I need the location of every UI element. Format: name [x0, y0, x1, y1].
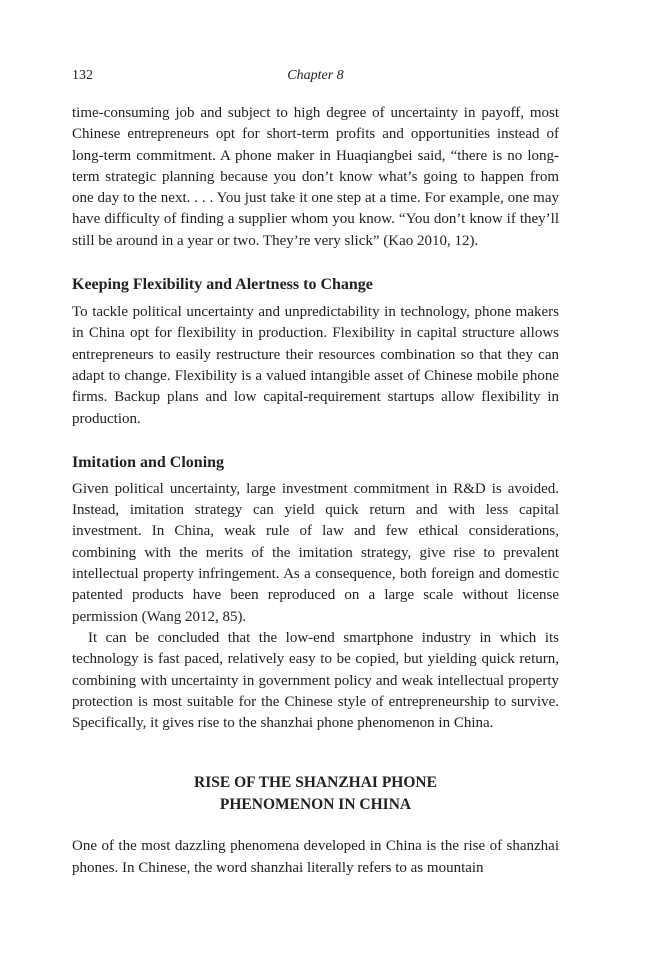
section-heading-flexibility: Keeping Flexibility and Alertness to Change: [72, 276, 373, 294]
paragraph-imitation-1: Given political uncertainty, large investment commitment in R&D is avoided. Instead, imitation strategy can yield quick return and with less capital investment. In China, weak rule of law and few ethical considerations, combining with the merits of the imitation strategy, give rise to prevalent intellectual property infringement. As a consequence, both foreign and domestic patented products have been reproduced on a large scale without license permission (Wang 2012, 85).: [72, 480, 559, 625]
page-body: [72, 103, 559, 879]
book-page: [72, 0, 559, 975]
paragraph-imitation-2: It can be concluded that the low-end smartphone industry in which its technology is fast paced, relatively easy to be copied, but yielding quick return, combining with uncertainty in government policy and weak intellectual property protection is most suitable for the Chinese style of entrepreneurship to survive. Specifically, it gives rise to the shanzhai phone phenomenon in China.: [72, 629, 559, 732]
section-heading-imitation: Imitation and Cloning: [72, 453, 225, 471]
paragraph-rise: One of the most dazzling phenomena developed in China is the rise of shanzhai phones. In Chinese, the word shanzhai literally refers to as mountain: [72, 838, 559, 876]
paragraph-intro: time-consuming job and subject to high degree of uncertainty in payoff, most Chinese entrepreneurs opt for short-term profits and opportunities instead of long-term commitment. A phone maker in Huaqiangbei said, “there is no long-term strategic planning because you don’t know what’s going to happen from one day to the next. . . . You just take it one step at a time. For example, one may have difficulty of finding a supplier whom you know. “You don’t know if they’ll still be around in a year or two. They’re very slick” (Kao 2010, 12).: [72, 105, 559, 249]
running-head: [72, 68, 559, 88]
chapter-label: Chapter 8: [287, 68, 344, 83]
page-number: 132: [72, 68, 93, 83]
section-heading-rise-line-1: RISE OF THE SHANZHAI PHONE: [194, 774, 437, 792]
paragraph-flexibility: To tackle political uncertainty and unpredictability in technology, phone makers in China opt for flexibility in production. Flexibility in capital structure allows entrepreneurs to easily restructure their resources combination so that they can adapt to change. Flexibility is a valued intangible asset of Chinese mobile phone firms. Backup plans and low capital-requirement startups allow flexibility in production.: [72, 304, 559, 427]
section-heading-rise: [72, 772, 559, 816]
section-heading-rise-line-2: PHENOMENON IN CHINA: [219, 796, 412, 814]
